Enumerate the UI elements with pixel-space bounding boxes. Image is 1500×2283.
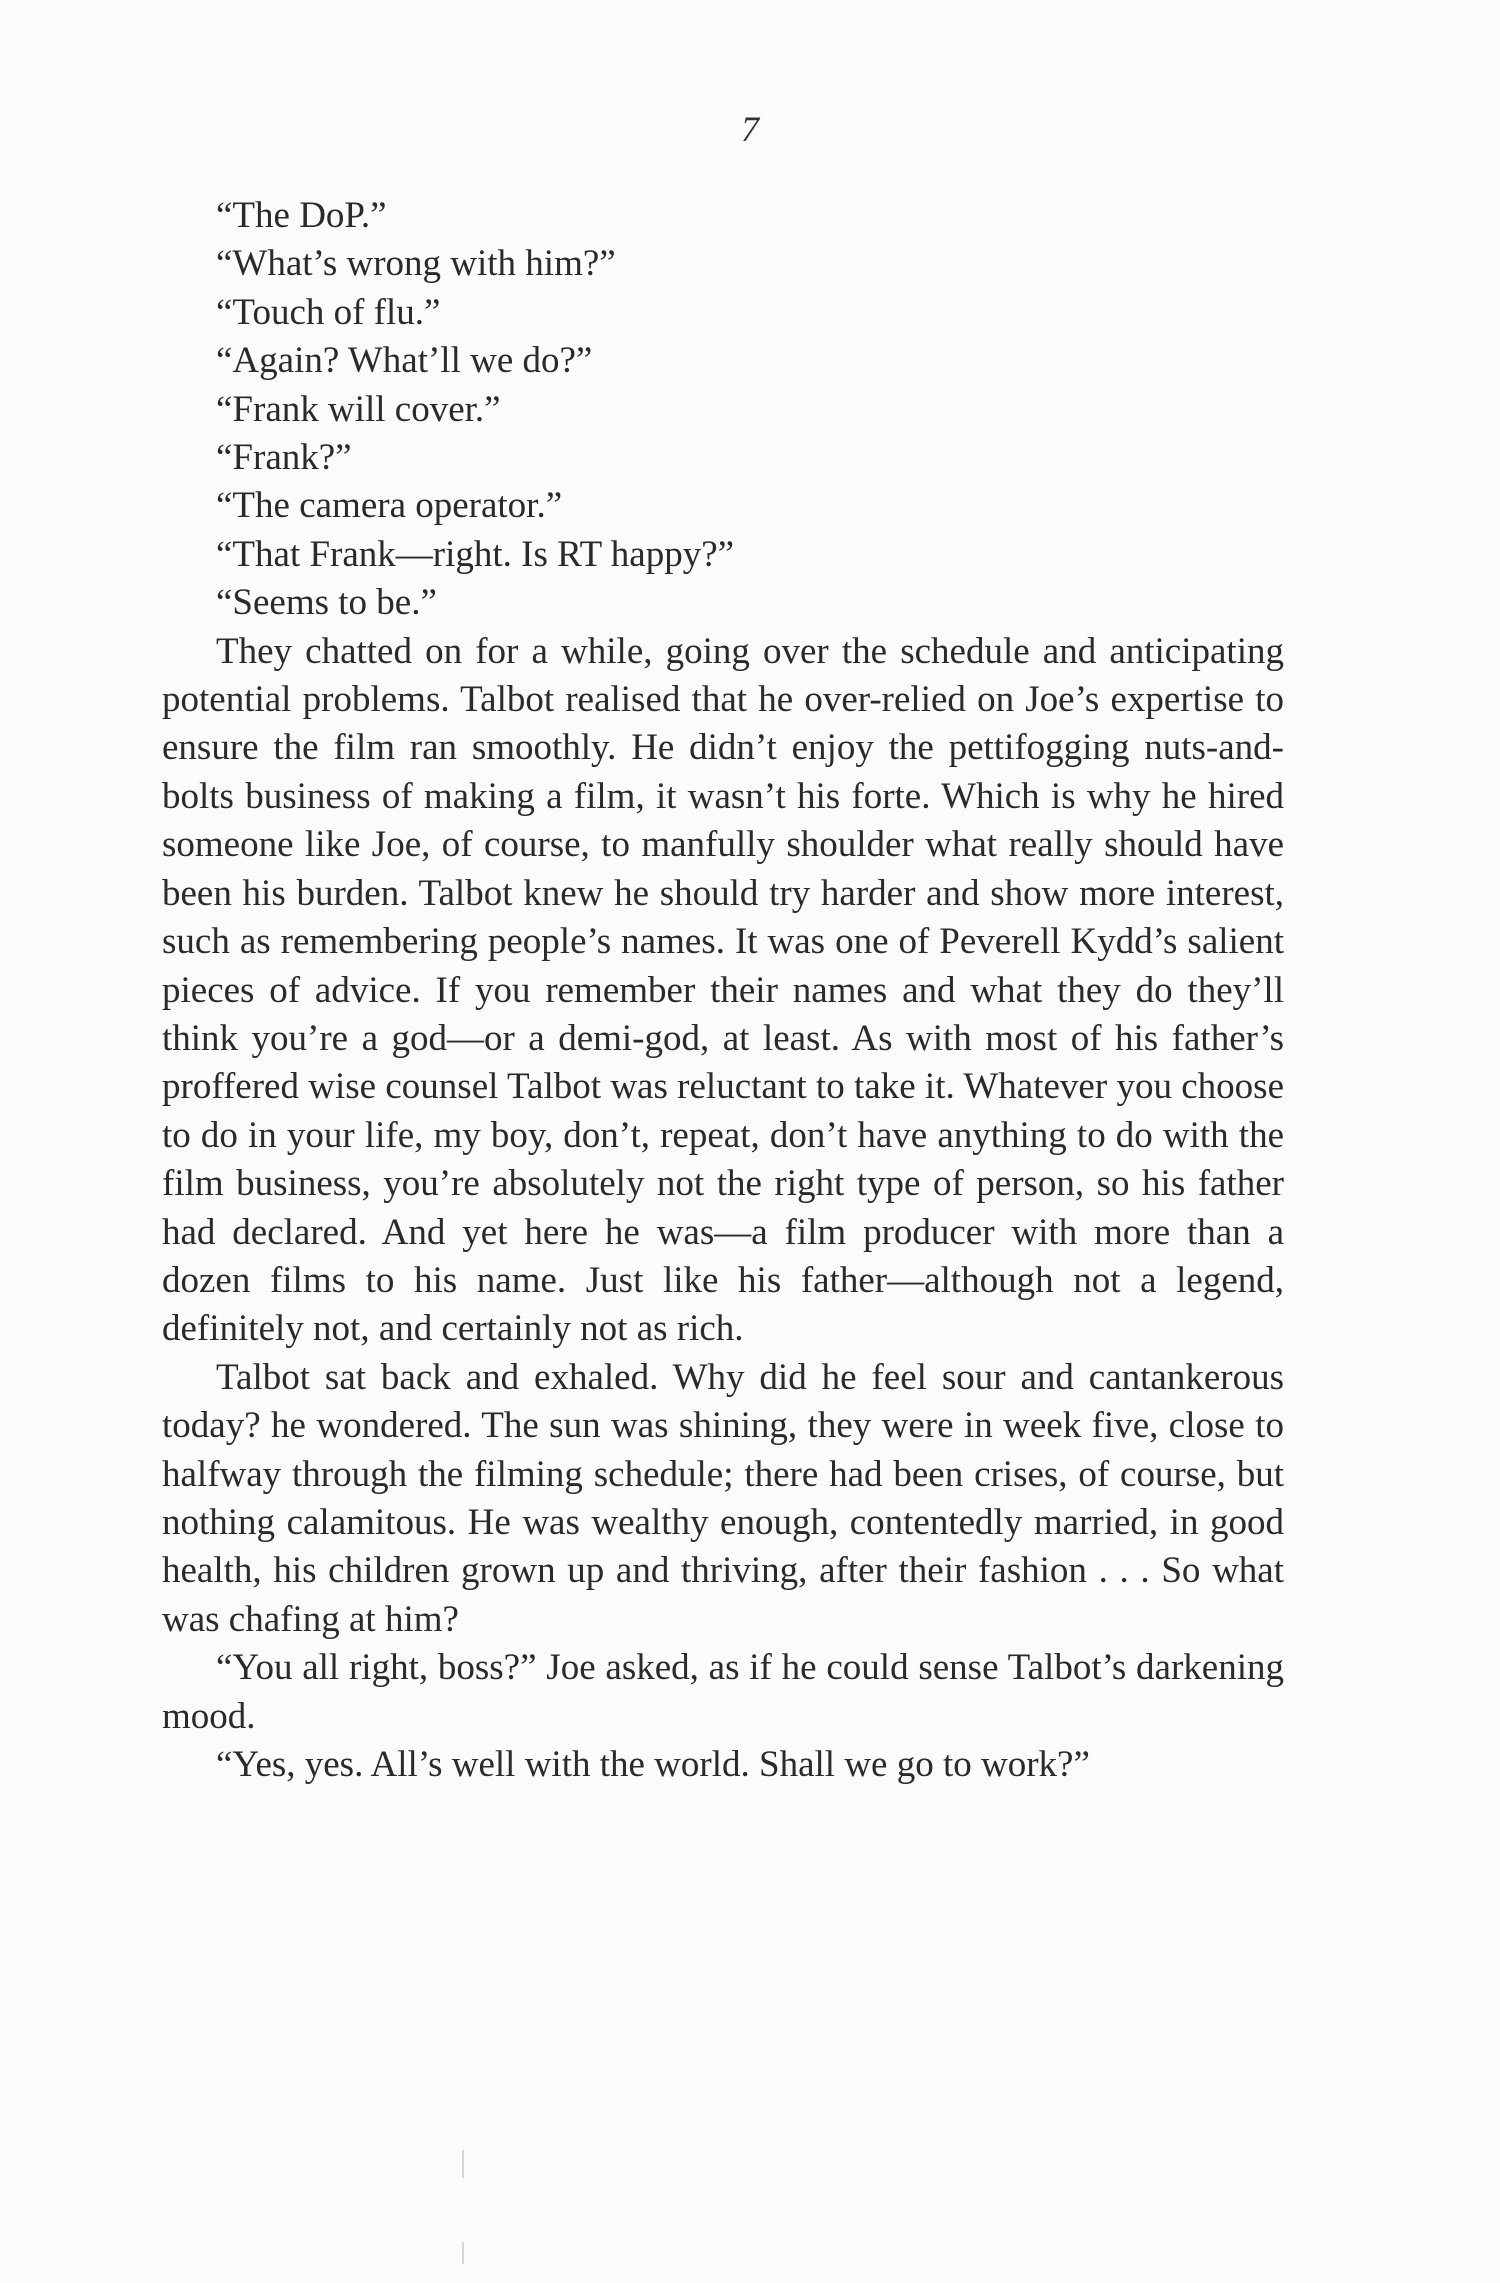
dialogue-line: “Touch of flu.” [216,291,441,333]
paragraph: They chatted on for a while, going over the schedule and anticipating potential problems. Talbot realised that he over-relied on Joe’s expertise to ensure the film ran smoothly. He didn’t enjoy the pettifogging nuts-and-bolts business of making a film, it wasn’t his forte. Which is why he hired someone like Joe, of course, to manfully shoulder what really should have been his burden. Talbot knew he should try harder and show more interest, such as remembering people’s names. It was one of Peverell Kydd’s salient pieces of advice. If you remember their names and what they do they’ll think you’re a god—or a demi-god, at least. As with most of his father’s proffered wise counsel Talbot was reluctant to take it. Whatever you choose to do in your life, my boy, don’t, repeat, don’t have anything to do with the film business, you’re absolutely not the right type of person, so his father had declared. And yet here he was—a film producer with more than a dozen films to his name. Just like his father—although not a legend, definitely not, and certainly not as rich. [162,630,1284,1350]
dialogue-line: “Frank?” [216,437,352,479]
dialogue-line: “Frank will cover.” [216,388,501,430]
paragraph: Talbot sat back and exhaled. Why did he feel sour and cantankerous today? he wondered. The sun was shining, they were in week five, close to halfway through the filming schedule; there had been crises, of course, but nothing calamitous. He was wealthy enough, contentedly married, in good health, his children grown up and thriving, after their fashion . . . So what was chafing at him? [162,1356,1284,1640]
dialogue-line: “Again? What’ll we do?” [216,340,593,382]
dialogue-line: “What’s wrong with him?” [216,243,616,285]
dialogue-line: “The DoP.” [216,195,387,236]
dialogue-line: “Seems to be.” [216,582,437,624]
scan-artifact [462,2242,464,2264]
body-text [162,192,1284,1789]
dialogue-line: “That Frank—right. Is RT happy?” [216,533,735,575]
scan-artifact [462,2150,464,2178]
dialogue-line: “The camera operator.” [216,485,563,527]
paragraph: “Yes, yes. All’s well with the world. Shall we go to work?” [216,1744,1090,1785]
paragraph: “You all right, boss?” Joe asked, as if he could sense Talbot’s darkening mood. [162,1647,1284,1737]
page-number: 7 [741,109,759,149]
